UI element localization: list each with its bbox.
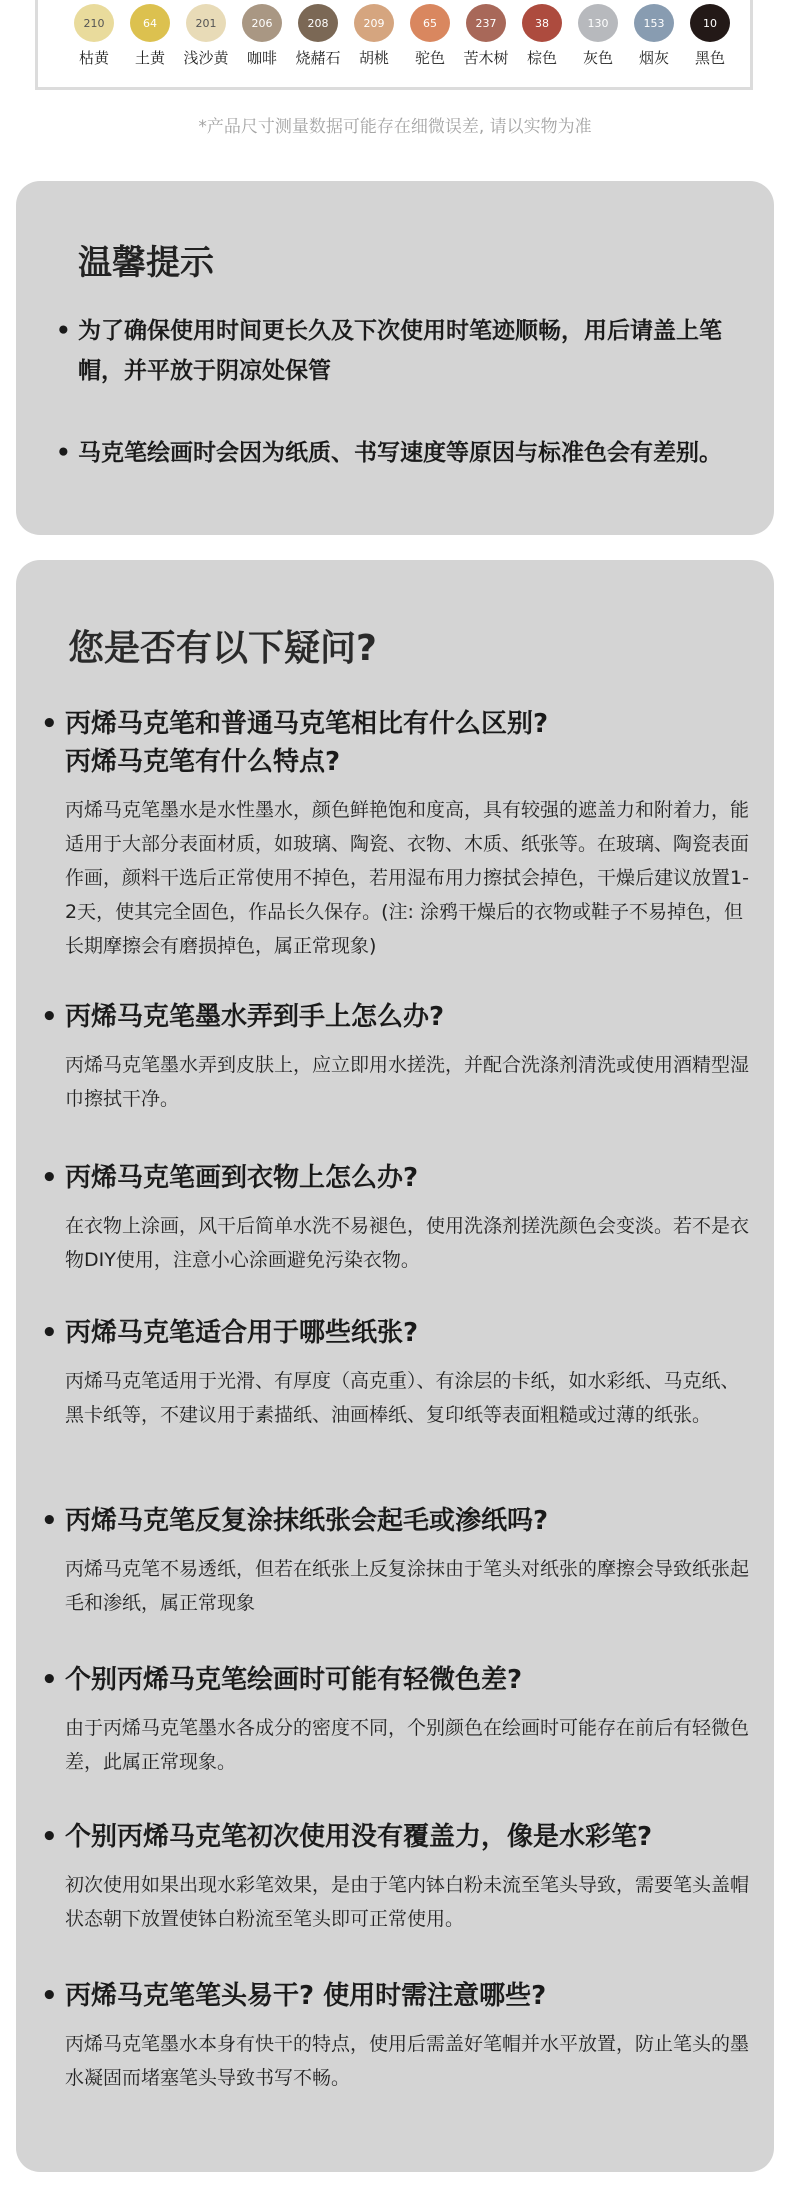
faq-question-text: 丙烯马克笔和普通马克笔相比有什么区别? 丙烯马克笔有什么特点?: [65, 709, 549, 777]
faq-card: [16, 560, 774, 2172]
swatch-name: 咖啡: [246, 49, 277, 67]
faq-question: [41, 705, 751, 781]
tips-title: 温馨提示: [78, 243, 214, 283]
swatch-dot: 209: [354, 4, 394, 42]
color-swatch: [240, 4, 284, 68]
swatch-name: 烧赭石: [295, 49, 341, 67]
swatch-dot: 201: [186, 4, 226, 42]
bullet-icon: •: [41, 1822, 58, 1852]
faq-question: [41, 1159, 751, 1197]
color-swatch: [632, 4, 676, 68]
swatch-name: 苦木树: [463, 49, 509, 67]
swatch-name: 胡桃: [358, 49, 389, 67]
color-swatch-row: [72, 4, 732, 68]
color-swatch: [72, 4, 116, 68]
bullet-icon: •: [41, 709, 58, 739]
bullet-icon: •: [41, 1981, 58, 2011]
tip-text: 马克笔绘画时会因为纸质、书写速度等原因与标准色会有差别。: [78, 440, 722, 466]
color-swatch: [352, 4, 396, 68]
faq-answer: 丙烯马克笔墨水本身有快干的特点，使用后需盖好笔帽并水平放置，防止笔头的墨水凝固而堵塞笔头导致书写不畅。: [65, 2033, 750, 2089]
tips-card: [16, 181, 774, 535]
faq-answer: 由于丙烯马克笔墨水各成分的密度不同，个别颜色在绘画时可能存在前后有轻微色差，此属正常现象。: [65, 1717, 750, 1773]
swatch-dot: 130: [578, 4, 618, 42]
bullet-icon: •: [41, 1318, 58, 1348]
faq-question-text: 丙烯马克笔适合用于哪些纸张?: [65, 1318, 419, 1348]
swatch-dot: 65: [410, 4, 450, 42]
tip-item: [56, 433, 746, 473]
swatch-name: 黑色: [694, 49, 725, 67]
faq-item: [41, 998, 751, 1116]
color-swatch: [296, 4, 340, 68]
faq-question-text: 个别丙烯马克笔初次使用没有覆盖力，像是水彩笔?: [65, 1822, 653, 1852]
faq-question-text: 个别丙烯马克笔绘画时可能有轻微色差?: [65, 1665, 523, 1695]
faq-answer: 丙烯马克笔墨水是水性墨水，颜色鲜艳饱和度高，具有较强的遮盖力和附着力，能适用于大部分表面材质，如玻璃、陶瓷、衣物、木质、纸张等。在玻璃、陶瓷表面作画，颜料干选后正常使用不掉色，若用湿布用力擦拭会掉色，干燥后建议放置1-2天，使其完全固色，作品长久保存。(注: 涂鸦干燥后的衣物或鞋子不易掉色，但长期摩擦会有磨损掉色，属正常现象): [65, 799, 750, 957]
swatch-name: 浅沙黄: [183, 49, 229, 67]
faq-item: [41, 1314, 751, 1432]
faq-answer: 丙烯马克笔适用于光滑、有厚度（高克重）、有涂层的卡纸，如水彩纸、马克纸、黑卡纸等，不建议用于素描纸、油画棒纸、复印纸等表面粗糙或过薄的纸张。: [65, 1370, 740, 1426]
swatch-dot: 208: [298, 4, 338, 42]
faq-title: 您是否有以下疑问?: [68, 628, 377, 669]
faq-question: [41, 1314, 751, 1352]
faq-answer: 丙烯马克笔墨水弄到皮肤上，应立即用水搓洗，并配合洗涤剂清洗或使用酒精型湿巾擦拭干净。: [65, 1054, 750, 1110]
faq-item: [41, 1159, 751, 1277]
color-swatch: [128, 4, 172, 68]
swatch-name: 土黄: [134, 49, 165, 67]
color-swatch: [464, 4, 508, 68]
bullet-icon: •: [41, 1163, 58, 1193]
tip-text: 为了确保使用时间更长久及下次使用时笔迹顺畅，用后请盖上笔帽，并平放于阴凉处保管: [78, 318, 722, 384]
faq-item: [41, 1818, 751, 1936]
swatch-dot: 153: [634, 4, 674, 42]
faq-question: [41, 1661, 751, 1699]
faq-question: [41, 998, 751, 1036]
faq-answer: 在衣物上涂画，风干后简单水洗不易褪色，使用洗涤剂搓洗颜色会变淡。若不是衣物DIY使用，注意小心涂画避免污染衣物。: [65, 1215, 750, 1271]
bullet-icon: •: [56, 318, 71, 344]
swatch-name: 棕色: [526, 49, 557, 67]
swatch-name: 灰色: [582, 49, 613, 67]
faq-item: [41, 1661, 751, 1779]
swatch-dot: 38: [522, 4, 562, 42]
faq-item: [41, 705, 751, 963]
swatch-name: 枯黄: [78, 49, 109, 67]
faq-question: [41, 1818, 751, 1856]
faq-question: [41, 1977, 751, 2015]
swatch-dot: 10: [690, 4, 730, 42]
faq-question: [41, 1502, 751, 1540]
bullet-icon: •: [41, 1002, 58, 1032]
faq-question-text: 丙烯马克笔画到衣物上怎么办?: [65, 1163, 419, 1193]
bullet-icon: •: [41, 1506, 58, 1536]
swatch-name: 驼色: [414, 49, 445, 67]
color-swatch: [576, 4, 620, 68]
swatch-dot: 206: [242, 4, 282, 42]
faq-item: [41, 1977, 751, 2095]
swatch-dot: 64: [130, 4, 170, 42]
color-swatch: [408, 4, 452, 68]
faq-question-text: 丙烯马克笔笔头易干? 使用时需注意哪些?: [65, 1981, 547, 2011]
faq-question-text: 丙烯马克笔反复涂抹纸张会起毛或渗纸吗?: [65, 1506, 549, 1536]
bullet-icon: •: [41, 1665, 58, 1695]
faq-answer: 初次使用如果出现水彩笔效果，是由于笔内钵白粉未流至笔头导致，需要笔头盖帽状态朝下放置使钵白粉流至笔头即可正常使用。: [65, 1874, 750, 1930]
swatch-name: 烟灰: [638, 49, 669, 67]
faq-question-text: 丙烯马克笔墨水弄到手上怎么办?: [65, 1002, 445, 1032]
measurement-note: *产品尺寸测量数据可能存在细微误差, 请以实物为准: [198, 117, 592, 137]
bullet-icon: •: [56, 440, 71, 466]
swatch-dot: 237: [466, 4, 506, 42]
faq-item: [41, 1502, 751, 1620]
color-swatch: [688, 4, 732, 68]
tip-item: [56, 311, 746, 391]
swatch-dot: 210: [74, 4, 114, 42]
color-swatch: [184, 4, 228, 68]
color-swatch: [520, 4, 564, 68]
faq-answer: 丙烯马克笔不易透纸，但若在纸张上反复涂抹由于笔头对纸张的摩擦会导致纸张起毛和渗纸，属正常现象: [65, 1558, 750, 1614]
